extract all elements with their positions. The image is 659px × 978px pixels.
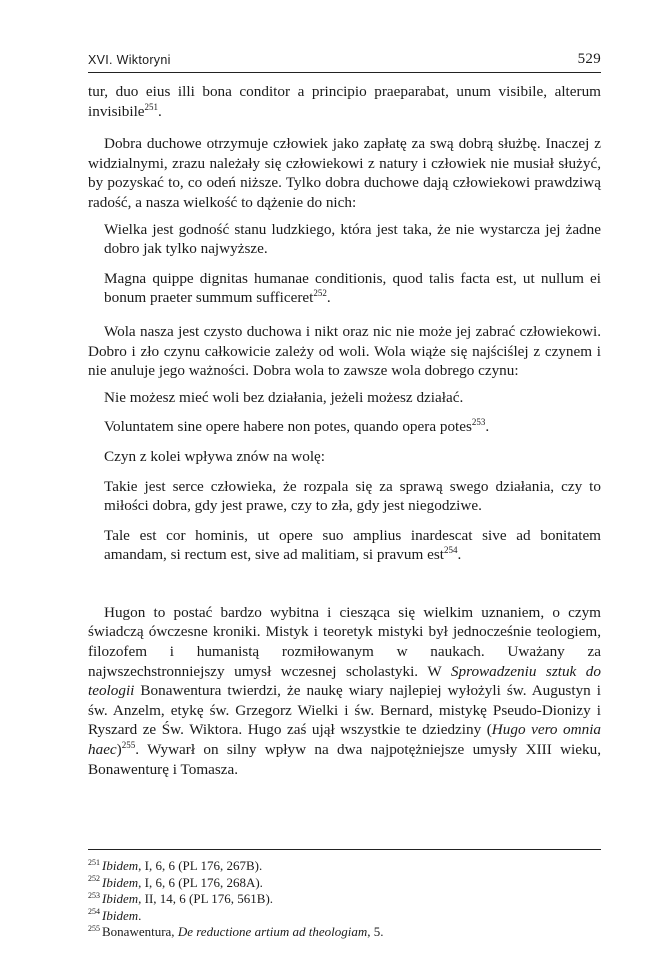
quote-polish-heart: Takie jest serce człowieka, że rozpala się za sprawą swego działania, czy to miłości dobra, gdy jest prawe, czy to zła, gdy jest niegodziwe. — [104, 477, 601, 515]
footnote-ref-251[interactable]: 251 — [144, 101, 159, 112]
footnote-ref-255[interactable]: 255 — [121, 739, 136, 750]
running-header — [88, 50, 601, 73]
quote-latin-heart: Tale est cor hominis, ut opere suo amplius inardescat sive ad bonitatem amandam, si rectum est, sive ad malitiam, si pravum est$^{254}$. — [104, 526, 601, 564]
footnote-ref-254[interactable]: 254 — [443, 545, 458, 556]
latin-phrase: Hugo vero omnia haec — [88, 721, 602, 759]
quote-polish-dignity: Wielka jest godność stanu ludzkiego, która jest taka, że nie wystarcza jej żadne dobro jak tylko najwyższe. — [104, 220, 601, 258]
page-number: 529 — [577, 51, 601, 67]
quote-latin-dignity: Magna quippe dignitas humanae conditionis, quod talis facta est, ut nullum ei bonum praeter summum sufficeret$^{252}$. — [104, 269, 601, 307]
paragraph-will: Wola nasza jest czysto duchowa i nikt oraz nic nie może jej zabrać człowiekowi. Dobro i zło czynu całkowicie zależy od woli. Wola wiąże się najściślej z czynem i nie anuluje jego ważności. Dobra wola to zawsze wola dobrego czynu: — [88, 322, 601, 380]
footnotes — [88, 849, 601, 941]
paragraph-hugon: Hugon to postać bardzo wybitna i ciesząca się wielkim uznaniem, o czym świadczą ówczesne kroniki. Mistyk i teoretyk mistyki był jednocześnie teologiem, filozofem i humanistą rozmiłowanym w naukach. Uważany za najwszechstronniejszy umysł wczesnej scholastyki. W Sprowadzeniu sztuk do teologii Bonawentura twierdzi, że naukę wiary najlepiej wyłożyli św. Augustyn i św. Anzelm, etykę św. Grzegorz Wielki i św. Bernard, mistykę Pseudo-Dionizy i Ryszard ze Św. Wiktora. Hugo zaś ujął wszystkie te dziedziny (Hugo vero omnia haec)$^{255}$. Wywarł on silny wpływ na dwa najpotężniejsze umysły XIII wieku, Bonawenturę i Tomasza. — [88, 603, 602, 778]
footnote: $^{252}$ Ibidem, I, 6, 6 (PL 176, 268A). — [88, 874, 263, 890]
footnote-ref-252[interactable]: 252 — [313, 288, 327, 299]
footnote: $^{251}$ Ibidem, I, 6, 6 (PL 176, 267B). — [88, 857, 263, 873]
footnote: $^{254}$ Ibidem. — [88, 907, 142, 923]
work-title: Sprowadzeniu sztuk do teologii — [88, 662, 601, 700]
main-text — [88, 82, 601, 779]
quote-act-influences-will: Czyn z kolei wpływa znów na wolę: — [104, 447, 326, 465]
footnote: $^{253}$ Ibidem, II, 14, 6 (PL 176, 561B). — [88, 890, 274, 907]
quote-latin-will: Voluntatem sine opere habere non potes, quando opera potes$^{253}$. — [104, 417, 490, 436]
quote-polish-will: Nie możesz mieć woli bez działania, jeżeli możesz działać. — [104, 388, 464, 406]
footnote-ref-253[interactable]: 253 — [471, 417, 486, 428]
paragraph-continuation: tur, duo eius illi bona conditor a principio praeparabat, unum visibile, alterum invisibile$^{251}$. — [88, 83, 601, 120]
footnote: $^{255}$ Bonawentura, De reductione artium ad theologiam, 5. — [88, 924, 384, 940]
chapter-title: XVI. Wiktoryni — [88, 53, 171, 67]
paragraph-spiritual-goods: Dobra duchowe otrzymuje człowiek jako zapłatę za swą dobrą służbę. Inaczej z widzialnymi, zrazu należały się człowiekowi z natury i człowiek nie musiał służyć, by pozyskać to, co odeń niższe. Tylko dobra duchowe dają człowiekowi prawdziwą radość, a nasza wielkość to dążenie do nich: — [88, 135, 601, 211]
